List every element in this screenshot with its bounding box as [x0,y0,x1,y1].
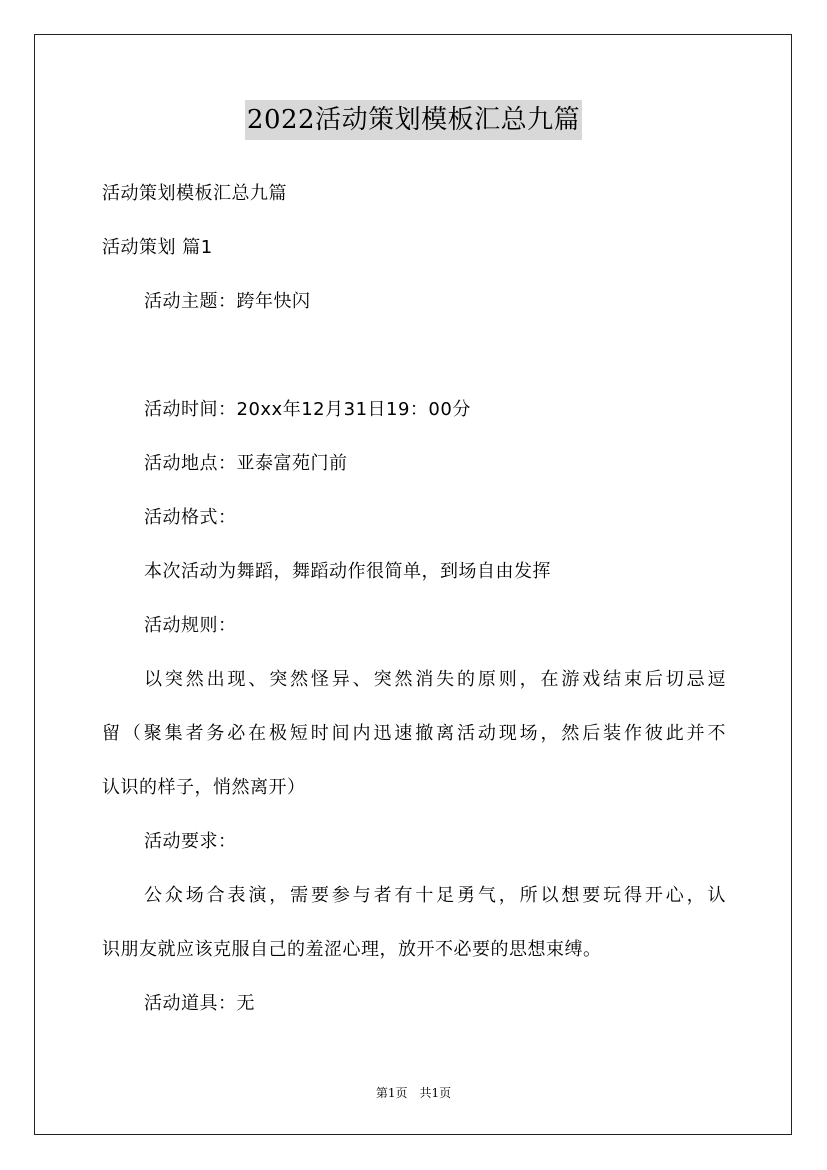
requirements-line-1: 公众场合表演，需要参与者有十足勇气，所以想要玩得开心，认 [144,885,726,906]
activity-requirements-label: 活动要求： [144,831,237,852]
document-title: 2022活动策划模板汇总九篇 [245,100,582,140]
activity-theme: 活动主题：跨年快闪 [144,291,311,312]
page-footer: 第1页 共1页 [375,1086,452,1100]
title-container [0,100,827,140]
activity-rules-label: 活动规则： [144,615,237,636]
rules-line-3: 认识的样子，悄然离开） [102,777,306,798]
subtitle: 活动策划模板汇总九篇 [102,183,287,204]
activity-props: 活动道具：无 [144,993,255,1014]
rules-line-2: 留（聚集者务必在极短时间内迅速撤离活动现场，然后装作彼此并不 [102,723,726,744]
activity-format-label: 活动格式： [144,507,237,528]
rules-line-1: 以突然出现、突然怪异、突然消失的原则，在游戏结束后切忌逗 [144,669,726,690]
activity-time: 活动时间：20xx年12月31日19：00分 [144,399,471,420]
activity-format-text: 本次活动为舞蹈，舞蹈动作很简单，到场自由发挥 [144,561,551,582]
activity-place: 活动地点：亚泰富苑门前 [144,453,348,474]
requirements-line-2: 识朋友就应该克服自己的羞涩心理，放开不必要的思想束缚。 [102,939,602,960]
section-heading: 活动策划 篇1 [102,237,213,258]
